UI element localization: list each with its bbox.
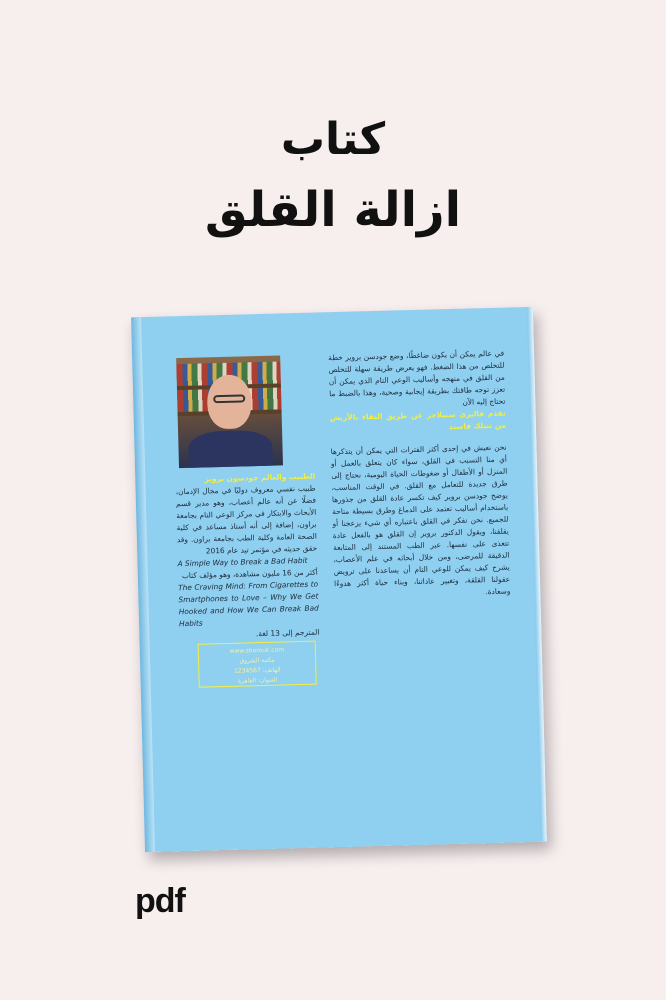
glasses <box>213 394 245 403</box>
author-photo <box>176 355 283 468</box>
page-title <box>0 108 666 242</box>
author-bio-3: المترجم إلى 13 لغة. <box>255 627 320 639</box>
cover-text-right <box>328 348 510 603</box>
book-spine <box>131 317 155 852</box>
author-bio-2: أكثر من 16 مليون مشاهدة، وهو مؤلف كتاب <box>181 567 318 581</box>
book-cover-surface <box>131 307 547 852</box>
publisher-contact-box: www.shorouk.com مكتبة الشروق الهاتف: 1234567 العنوان: القاهرة <box>198 641 317 688</box>
cover-text-left <box>175 471 319 643</box>
previous-book-title: The Craving Mind: From Cigarettes to Smartphones to Love – Why We Get Hooked and How We Can Break Bad Habits <box>178 579 319 629</box>
quote-highlight: تقدم فاليري ستيلاجر عن طريق البقاء بالأريش من تنبلك فاسيد <box>329 408 507 432</box>
author-shirt <box>188 430 273 468</box>
description-text: نحن نعيش في إحدى أكثر الفترات التي يمكن أن يتذكرها أي منا التسبب في القلق، سواء كان يتعلق بالعمل أو المنزل أو الأطفال أو ضغوطات الحياة اليومية، نحتاج إلى طرق جديدة للتعامل مع القلق. في الوقت المناسب، يوضح جودسن بروير كيف تكسر عادة القلق من جذورها باستخدام أساليب تعتمد على الدماغ وطرق بسيطة متاحة للجميع. نحن نفكر في القلق باعتباره أي شيء يزعجنا أو يقلقنا، ويقول الدكتور بروير إن القلق هو بالفعل عادة تتغذى على نفسها. عبر الطب المستند إلى المتابعة الدقيقة للمرضى، ومن خلال أبحاثه في علم الأعصاب، يشرح كيف يمكن للوعي التام أن يساعدنا على ترويض عقولنا القلقة، وتغيير عاداتنا، وبناء حياة أكثر هدوءًا وسعادة. <box>330 442 511 597</box>
author-heading: الطبيب والعالم جودسون بروير <box>204 471 316 484</box>
book-page-edge <box>527 307 547 842</box>
book-back-cover <box>131 307 547 852</box>
title-line-1: كتاب <box>280 114 386 165</box>
title-line-2: ازالة القلق <box>204 182 462 238</box>
pdf-label: pdf <box>135 882 185 920</box>
quote-text: في عالم يمكن أن يكون ضاغطًا، وضع جودسن بروير خطة للتخلص من هذا الضغط. فهو يعرض طريقة سهلة للتخلص من القلق في منهجه وأساليب الوعي التام الذي يمكن أن تعزز توجه طاقتك بطريقة إيجابية وصحية، وهذا بالضبط ما تحتاج إليه الآن <box>328 348 506 407</box>
ted-talk-title: A Simple Way to Break a Bad Habit <box>177 555 308 569</box>
author-bio: طبيب نفسي معروف دوليًا في مجال الإدمان، فضلًا عن أنه عالم أعصاب، وهو مدير قسم الأبحاث والابتكار في مركز الوعي التام بجامعة براون، إضافة إلى أنه أستاذ مساعد في كلية الصحة العامة وكلية الطب بجامعة براون. وقد حقق حديثه في مؤتمر تيد عام 2016 <box>175 483 318 556</box>
